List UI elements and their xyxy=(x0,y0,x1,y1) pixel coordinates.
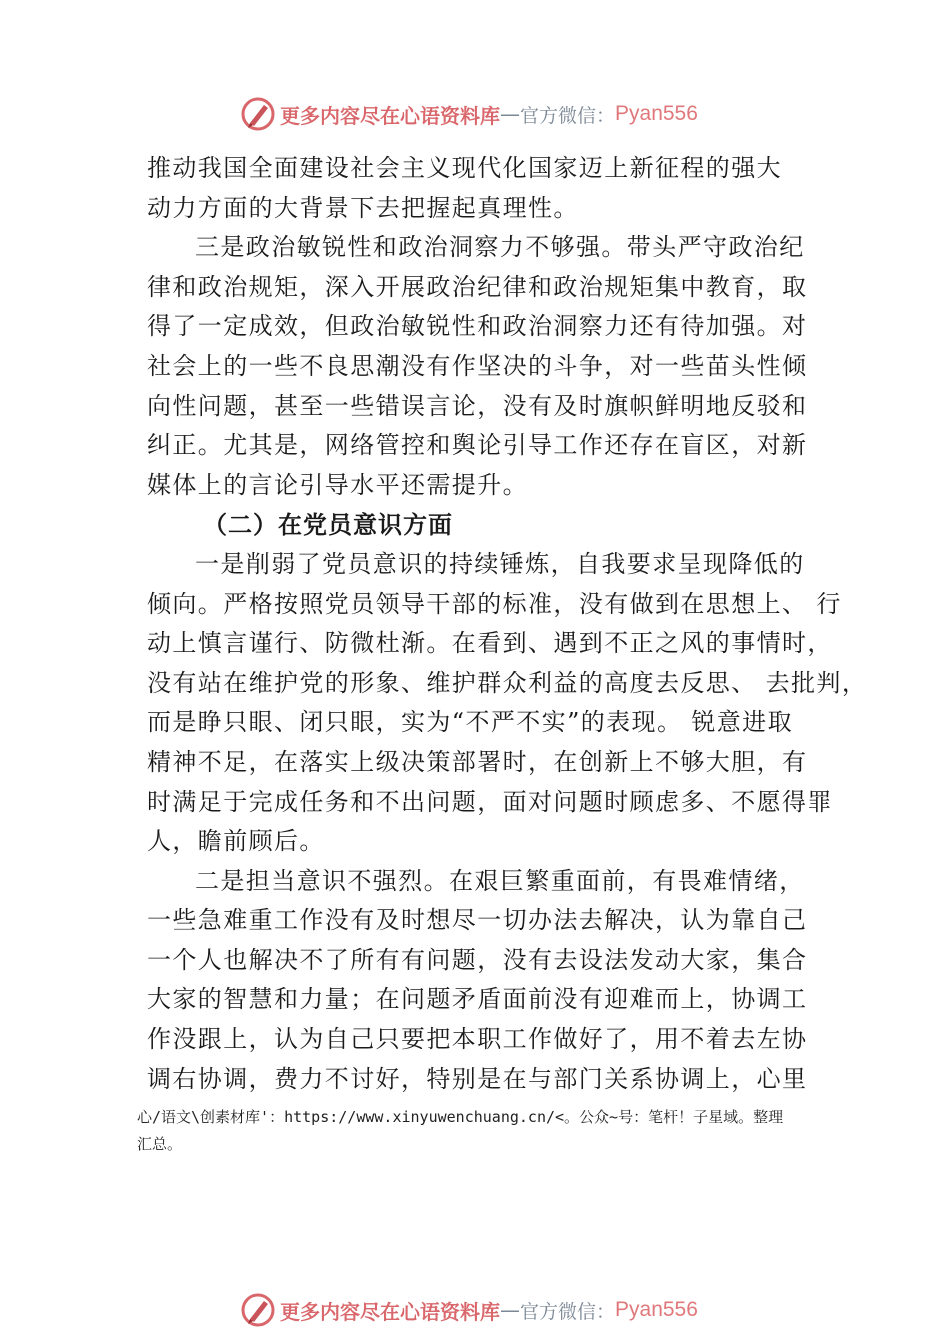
body-line: 调右协调，费力不讨好，特别是在与部门关系协调上，心里 xyxy=(147,1064,808,1093)
footnote-line: 心/语文\创素材库'：https://www.xinyuwenchuang.cn/<。公众~号：笔杆！子星域。整理 xyxy=(137,1108,784,1126)
body-line: 精神不足，在落实上级决策部署时，在创新上不够大胆，有 xyxy=(147,747,808,776)
banner-separator: — xyxy=(500,102,520,126)
banner-title: 更多内容尽在心语资料库 xyxy=(280,1299,500,1324)
body-line: 而是睁只眼、闭只眼，实为“不严不实”的表现。 锐意进取 xyxy=(147,708,793,737)
body-line: 社会上的一些不良思潮没有作坚决的斗争，对一些苗头性倾 xyxy=(147,351,808,380)
section-heading: （二）在党员意识方面 xyxy=(203,510,453,540)
paragraph-start: 二是担当意识不强烈。在艰巨繁重面前，有畏难情绪， xyxy=(195,866,805,895)
body-line: 大家的智慧和力量；在问题矛盾面前没有迎难而上，协调工 xyxy=(147,985,808,1014)
banner-title: 更多内容尽在心语资料库 xyxy=(280,103,500,128)
document-body xyxy=(147,149,868,1099)
source-footnote xyxy=(137,1104,837,1158)
body-line: 媒体上的言论引导水平还需提升。 xyxy=(147,470,528,499)
paragraph-start: 三是政治敏锐性和政治洞察力不够强。带头严守政治纪 xyxy=(195,233,805,262)
footer-banner xyxy=(240,1290,698,1330)
body-line: 没有站在维护党的形象、维护群众利益的高度去反思、 去批判， xyxy=(147,668,868,697)
pen-circle-logo-icon xyxy=(240,1292,276,1328)
banner-separator: — xyxy=(500,1298,520,1322)
body-line: 向性问题，甚至一些错误言论，没有及时旗帜鲜明地反驳和 xyxy=(147,391,808,420)
banner-wechat-id: Pyan556 xyxy=(615,1298,698,1321)
body-line: 纠正。尤其是，网络管控和舆论引导工作还存在盲区，对新 xyxy=(147,431,808,460)
body-line: 律和政治规矩，深入开展政治纪律和政治规矩集中教育，取 xyxy=(147,272,808,301)
pen-circle-logo-icon xyxy=(240,96,276,132)
body-line: 推动我国全面建设社会主义现代化国家迈上新征程的强大 xyxy=(147,154,782,182)
banner-wechat-label: 官方微信： xyxy=(520,1300,616,1323)
footnote-line: 汇总。 xyxy=(137,1135,183,1153)
body-line: 动上慎言谨行、防微杜渐。在看到、遇到不正之风的事情时， xyxy=(147,629,833,658)
banner-wechat-id: Pyan556 xyxy=(615,102,698,125)
banner-wechat-label: 官方微信： xyxy=(520,104,616,127)
body-line: 一个人也解决不了所有有问题，没有去设法发动大家，集合 xyxy=(147,945,808,974)
paragraph-start: 一是削弱了党员意识的持续锤炼，自我要求呈现降低的 xyxy=(195,549,805,578)
body-line: 得了一定成效，但政治敏锐性和政治洞察力还有待加强。对 xyxy=(147,312,808,341)
header-banner xyxy=(240,94,698,134)
body-line: 人，瞻前顾后。 xyxy=(147,827,325,856)
body-line: 时满足于完成任务和不出问题，面对问题时顾虑多、不愿得罪 xyxy=(147,787,833,816)
body-line: 倾向。严格按照党员领导干部的标准，没有做到在思想上、 行 xyxy=(147,589,842,618)
body-line: 一些急难重工作没有及时想尽一切办法去解决，认为靠自己 xyxy=(147,906,808,935)
body-line: 动力方面的大背景下去把握起真理性。 xyxy=(147,193,579,222)
body-line: 作没跟上，认为自己只要把本职工作做好了，用不着去左协 xyxy=(147,1025,808,1054)
